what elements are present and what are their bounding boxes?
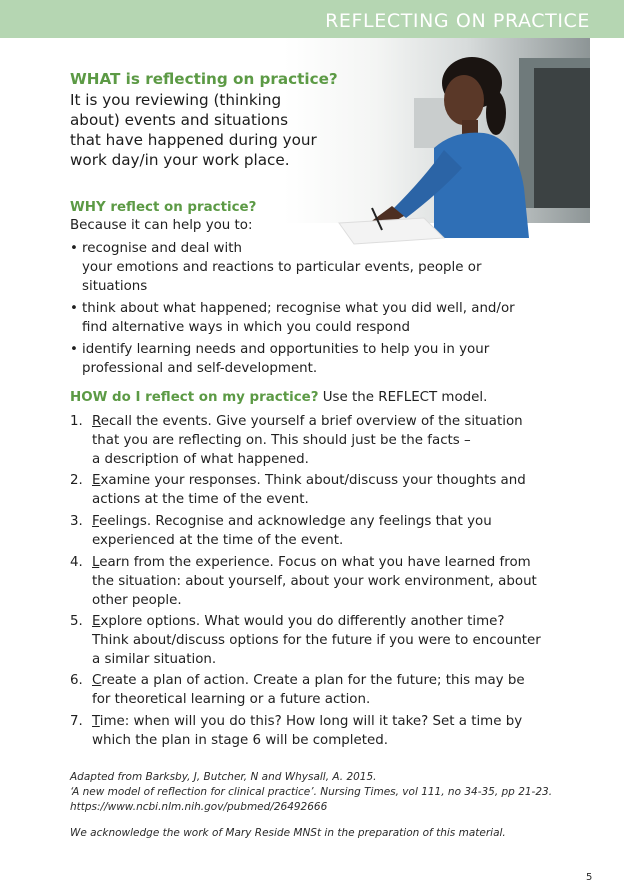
step-number: 5. xyxy=(70,614,83,629)
step-initial: F xyxy=(92,514,99,529)
step-line: eelings. Recognise and acknowledge any feelings that you xyxy=(98,514,492,529)
how-line xyxy=(70,389,487,406)
what-line: about) events and situations xyxy=(70,111,288,129)
bullet-line: find alternative ways in which you could respond xyxy=(82,320,410,335)
bullet-dot: • xyxy=(70,301,78,316)
step-initial: C xyxy=(92,673,102,688)
step-line: for theoretical learning or a future action. xyxy=(92,692,371,707)
step-line: a similar situation. xyxy=(92,652,217,667)
what-heading: WHAT is reflecting on practice? xyxy=(70,70,338,88)
step-line: xamine your responses. Think about/discuss your thoughts and xyxy=(100,473,526,488)
step-initial: E xyxy=(92,614,101,629)
step-initial: T xyxy=(92,714,100,729)
chair-dark xyxy=(534,68,590,208)
bullet-line: recognise and deal with xyxy=(82,241,242,256)
reference-line: ‘A new model of reflection for clinical practice’. Nursing Times, vol 111, no 34-35, pp 21-23. xyxy=(70,786,553,798)
scrubs-body xyxy=(434,133,529,238)
how-heading: HOW do I reflect on my practice? xyxy=(70,390,319,405)
step-line: that you are reflecting on. This should just be the facts – xyxy=(92,433,471,448)
step-line: earn from the experience. Focus on what you have learned from xyxy=(99,555,531,570)
ponytail xyxy=(486,91,506,135)
step-line: xplore options. What would you do differently another time? xyxy=(100,614,505,629)
header-band xyxy=(0,0,624,38)
reference-link[interactable]: https://www.ncbi.nlm.nih.gov/pubmed/26492666 xyxy=(70,801,328,813)
step-line: actions at the time of the event. xyxy=(92,492,309,507)
step-initial: E xyxy=(92,473,101,488)
step-initial: L xyxy=(92,555,100,570)
bullet-dot: • xyxy=(70,342,78,357)
what-body xyxy=(70,90,350,170)
step-line: the situation: about yourself, about your work environment, about xyxy=(92,574,537,589)
bullet-line: think about what happened; recognise what you did well, and/or xyxy=(82,301,515,316)
step-line: a description of what happened. xyxy=(92,452,309,467)
step-line: ecall the events. Give yourself a brief overview of the situation xyxy=(100,414,523,429)
why-intro: Because it can help you to: xyxy=(70,218,253,233)
step-number: 4. xyxy=(70,555,83,570)
bullet-line: situations xyxy=(82,279,148,294)
what-line: work day/in your work place. xyxy=(70,151,290,169)
bullet-line: professional and self-development. xyxy=(82,361,318,376)
bullet-line: identify learning needs and opportunities to help you in your xyxy=(82,342,490,357)
page-section-title: REFLECTING ON PRACTICE xyxy=(325,10,590,32)
reference-line: Adapted from Barksby, J, Butcher, N and Whysall, A. 2015. xyxy=(70,771,377,783)
acknowledgement: We acknowledge the work of Mary Reside MNSt in the preparation of this material. xyxy=(70,827,506,839)
step-number: 1. xyxy=(70,414,83,429)
step-line: other people. xyxy=(92,593,182,608)
face xyxy=(444,75,484,125)
bullet-dot: • xyxy=(70,241,78,256)
what-line: that have happened during your xyxy=(70,131,317,149)
step-line: experienced at the time of the event. xyxy=(92,533,344,548)
step-line: reate a plan of action. Create a plan for the future; this may be xyxy=(101,673,525,688)
step-number: 6. xyxy=(70,673,83,688)
step-number: 7. xyxy=(70,714,83,729)
step-line: ime: when will you do this? How long will it take? Set a time by xyxy=(99,714,523,729)
step-number: 2. xyxy=(70,473,83,488)
step-number: 3. xyxy=(70,514,83,529)
how-intro: Use the REFLECT model. xyxy=(318,390,488,405)
what-line: It is you reviewing (thinking xyxy=(70,91,282,109)
bullet-line: your emotions and reactions to particular events, people or xyxy=(82,260,482,275)
step-line: Think about/discuss options for the future if you were to encounter xyxy=(92,633,541,648)
page-number: 5 xyxy=(586,872,593,883)
step-line: which the plan in stage 6 will be completed. xyxy=(92,733,388,748)
step-initial: R xyxy=(92,414,101,429)
why-heading: WHY reflect on practice? xyxy=(70,200,257,215)
